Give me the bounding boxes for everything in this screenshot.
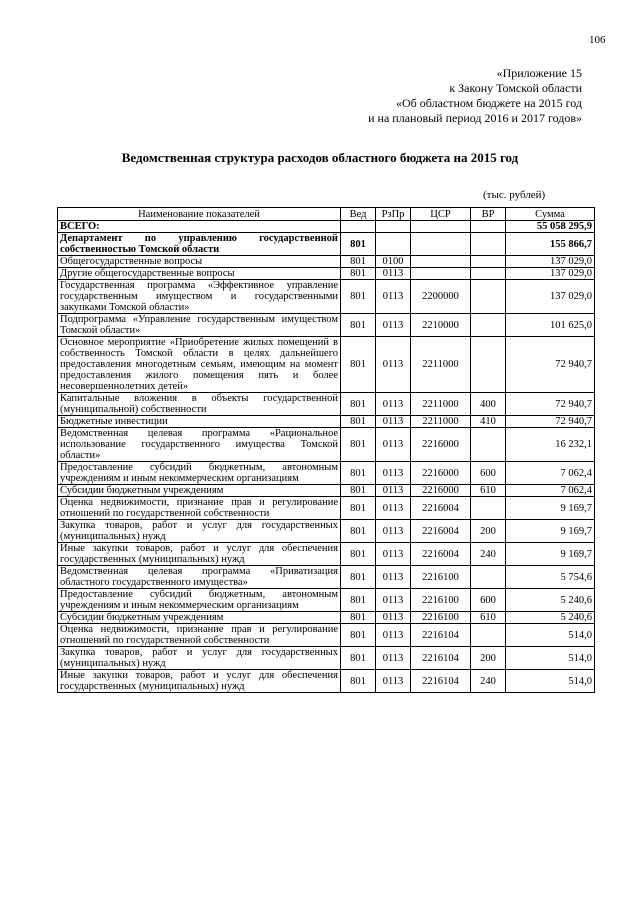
appendix-line: «Приложение 15 [496, 66, 582, 80]
cell-sum: 137 029,0 [506, 256, 595, 268]
table-row [58, 497, 595, 520]
table-row [58, 670, 595, 693]
cell-name: Субсидии бюджетным учреждениям [58, 612, 341, 624]
cell-sum: 5 240,6 [506, 612, 595, 624]
header-vr: ВР [471, 208, 506, 221]
cell-name: Закупка товаров, работ и услуг для государственных (муниципальных) нужд [58, 647, 341, 670]
cell-ved: 801 [341, 624, 376, 647]
cell-name: Капитальные вложения в объекты государственной (муниципальной) собственности [58, 393, 341, 416]
cell-csr [411, 233, 471, 256]
cell-name: Основное мероприятие «Приобретение жилых помещений в собственность Томской области в целях дальнейшего предоставления многодетным семьям, имеющим на момент предоставления жилого помещения пять и более несовершеннолетних детей» [58, 337, 341, 393]
cell-vr: 600 [471, 462, 506, 485]
cell-ved: 801 [341, 462, 376, 485]
cell-ved: 801 [341, 233, 376, 256]
cell-sum: 514,0 [506, 670, 595, 693]
table-row [58, 314, 595, 337]
budget-table [57, 207, 595, 693]
cell-ved: 801 [341, 314, 376, 337]
cell-csr: 2216104 [411, 624, 471, 647]
cell-rzpr: 0113 [376, 462, 411, 485]
table-row [58, 647, 595, 670]
cell-rzpr: 0113 [376, 543, 411, 566]
cell-sum: 16 232,1 [506, 428, 595, 462]
cell-csr: 2216000 [411, 485, 471, 497]
cell-rzpr: 0113 [376, 280, 411, 314]
cell-sum: 7 062,4 [506, 485, 595, 497]
table-row [58, 624, 595, 647]
cell-csr: 2216104 [411, 647, 471, 670]
cell-ved: 801 [341, 416, 376, 428]
table-row [58, 520, 595, 543]
cell-ved: 801 [341, 647, 376, 670]
table-row [58, 221, 595, 233]
cell-name: Государственная программа «Эффективное управление государственным имуществом и государственными закупками Томской области» [58, 280, 341, 314]
cell-vr [471, 314, 506, 337]
cell-name: Подпрограмма «Управление государственным имуществом Томской области» [58, 314, 341, 337]
cell-rzpr: 0100 [376, 256, 411, 268]
cell-name: Иные закупки товаров, работ и услуг для обеспечения государственных (муниципальных) нужд [58, 543, 341, 566]
cell-vr [471, 280, 506, 314]
cell-rzpr [376, 221, 411, 233]
cell-sum: 9 169,7 [506, 543, 595, 566]
cell-ved: 801 [341, 393, 376, 416]
cell-ved: 801 [341, 428, 376, 462]
units-label: (тыс. рублей) [483, 189, 546, 201]
cell-vr [471, 566, 506, 589]
cell-sum: 9 169,7 [506, 497, 595, 520]
cell-sum: 137 029,0 [506, 268, 595, 280]
cell-rzpr: 0113 [376, 337, 411, 393]
header-name: Наименование показателей [58, 208, 341, 221]
table-row [58, 589, 595, 612]
cell-rzpr: 0113 [376, 485, 411, 497]
cell-vr: 200 [471, 520, 506, 543]
cell-csr [411, 256, 471, 268]
cell-sum: 137 029,0 [506, 280, 595, 314]
cell-csr: 2216100 [411, 589, 471, 612]
cell-rzpr: 0113 [376, 268, 411, 280]
table-row [58, 268, 595, 280]
cell-name: Предоставление субсидий бюджетным, автономным учреждениям и иным некоммерческим организациям [58, 589, 341, 612]
table-row [58, 337, 595, 393]
cell-rzpr: 0113 [376, 647, 411, 670]
cell-sum: 72 940,7 [506, 393, 595, 416]
cell-name: Бюджетные инвестиции [58, 416, 341, 428]
header-sum: Сумма [506, 208, 595, 221]
cell-rzpr: 0113 [376, 314, 411, 337]
cell-csr [411, 221, 471, 233]
cell-sum: 155 866,7 [506, 233, 595, 256]
cell-ved: 801 [341, 485, 376, 497]
table-row [58, 485, 595, 497]
appendix-header [252, 66, 582, 126]
cell-vr [471, 221, 506, 233]
cell-csr [411, 268, 471, 280]
cell-csr: 2216100 [411, 612, 471, 624]
cell-sum: 5 754,6 [506, 566, 595, 589]
cell-ved [341, 221, 376, 233]
cell-sum: 101 625,0 [506, 314, 595, 337]
table-row [58, 280, 595, 314]
appendix-line: к Закону Томской области [449, 81, 582, 95]
cell-vr [471, 624, 506, 647]
cell-csr: 2211000 [411, 393, 471, 416]
cell-vr: 600 [471, 589, 506, 612]
header-rzpr: РзПр [376, 208, 411, 221]
cell-sum: 9 169,7 [506, 520, 595, 543]
table-body [58, 221, 595, 693]
cell-rzpr: 0113 [376, 520, 411, 543]
cell-name: Закупка товаров, работ и услуг для государственных (муниципальных) нужд [58, 520, 341, 543]
cell-rzpr: 0113 [376, 566, 411, 589]
cell-ved: 801 [341, 612, 376, 624]
cell-name: Субсидии бюджетным учреждениям [58, 485, 341, 497]
cell-rzpr: 0113 [376, 670, 411, 693]
cell-rzpr: 0113 [376, 393, 411, 416]
cell-csr: 2211000 [411, 416, 471, 428]
cell-vr [471, 268, 506, 280]
cell-name: Ведомственная целевая программа «Приватизация областного государственного имущества» [58, 566, 341, 589]
cell-rzpr: 0113 [376, 612, 411, 624]
table-row [58, 233, 595, 256]
cell-ved: 801 [341, 543, 376, 566]
cell-csr: 2216004 [411, 543, 471, 566]
cell-name: Общегосударственные вопросы [58, 256, 341, 268]
cell-sum: 514,0 [506, 647, 595, 670]
cell-name: ВСЕГО: [58, 221, 341, 233]
cell-vr [471, 256, 506, 268]
cell-ved: 801 [341, 520, 376, 543]
cell-vr: 610 [471, 612, 506, 624]
cell-vr [471, 497, 506, 520]
cell-sum: 7 062,4 [506, 462, 595, 485]
cell-vr [471, 337, 506, 393]
header-ved: Вед [341, 208, 376, 221]
cell-rzpr [376, 233, 411, 256]
document-title: Ведомственная структура расходов областного бюджета на 2015 год [121, 150, 519, 165]
table-row [58, 462, 595, 485]
table-header-row [58, 208, 595, 221]
cell-name: Иные закупки товаров, работ и услуг для обеспечения государственных (муниципальных) нужд [58, 670, 341, 693]
cell-name: Оценка недвижимости, признание прав и регулирование отношений по государственной собственности [58, 497, 341, 520]
cell-csr: 2216004 [411, 520, 471, 543]
cell-ved: 801 [341, 670, 376, 693]
table-row [58, 612, 595, 624]
cell-ved: 801 [341, 268, 376, 280]
cell-ved: 801 [341, 589, 376, 612]
cell-csr: 2216104 [411, 670, 471, 693]
cell-vr [471, 428, 506, 462]
table-row [58, 393, 595, 416]
table-row [58, 566, 595, 589]
cell-ved: 801 [341, 337, 376, 393]
cell-name: Предоставление субсидий бюджетным, автономным учреждениям и иным некоммерческим организациям [58, 462, 341, 485]
table-row [58, 416, 595, 428]
cell-name: Ведомственная целевая программа «Рациональное использование государственного имущества Томской области» [58, 428, 341, 462]
cell-ved: 801 [341, 566, 376, 589]
cell-sum: 514,0 [506, 624, 595, 647]
appendix-line: «Об областном бюджете на 2015 год [396, 96, 582, 110]
cell-ved: 801 [341, 256, 376, 268]
cell-csr: 2200000 [411, 280, 471, 314]
cell-csr: 2216000 [411, 428, 471, 462]
cell-csr: 2210000 [411, 314, 471, 337]
cell-vr: 400 [471, 393, 506, 416]
cell-csr: 2216004 [411, 497, 471, 520]
cell-sum: 72 940,7 [506, 337, 595, 393]
appendix-line: и на плановый период 2016 и 2017 годов» [368, 111, 582, 125]
header-csr: ЦСР [411, 208, 471, 221]
page-number: 106 [589, 34, 606, 46]
table-row [58, 428, 595, 462]
cell-csr: 2216000 [411, 462, 471, 485]
cell-vr: 610 [471, 485, 506, 497]
cell-ved: 801 [341, 280, 376, 314]
cell-rzpr: 0113 [376, 624, 411, 647]
cell-rzpr: 0113 [376, 428, 411, 462]
table-row [58, 543, 595, 566]
cell-vr [471, 233, 506, 256]
cell-name: Другие общегосударственные вопросы [58, 268, 341, 280]
cell-vr: 240 [471, 543, 506, 566]
cell-rzpr: 0113 [376, 589, 411, 612]
cell-name: Департамент по управлению государственной собственностью Томской области [58, 233, 341, 256]
cell-sum: 72 940,7 [506, 416, 595, 428]
cell-vr: 410 [471, 416, 506, 428]
cell-sum: 55 058 295,9 [506, 221, 595, 233]
cell-rzpr: 0113 [376, 416, 411, 428]
cell-sum: 5 240,6 [506, 589, 595, 612]
cell-csr: 2216100 [411, 566, 471, 589]
cell-csr: 2211000 [411, 337, 471, 393]
cell-vr: 240 [471, 670, 506, 693]
cell-ved: 801 [341, 497, 376, 520]
cell-name: Оценка недвижимости, признание прав и регулирование отношений по государственной собственности [58, 624, 341, 647]
table-row [58, 256, 595, 268]
cell-vr: 200 [471, 647, 506, 670]
cell-rzpr: 0113 [376, 497, 411, 520]
